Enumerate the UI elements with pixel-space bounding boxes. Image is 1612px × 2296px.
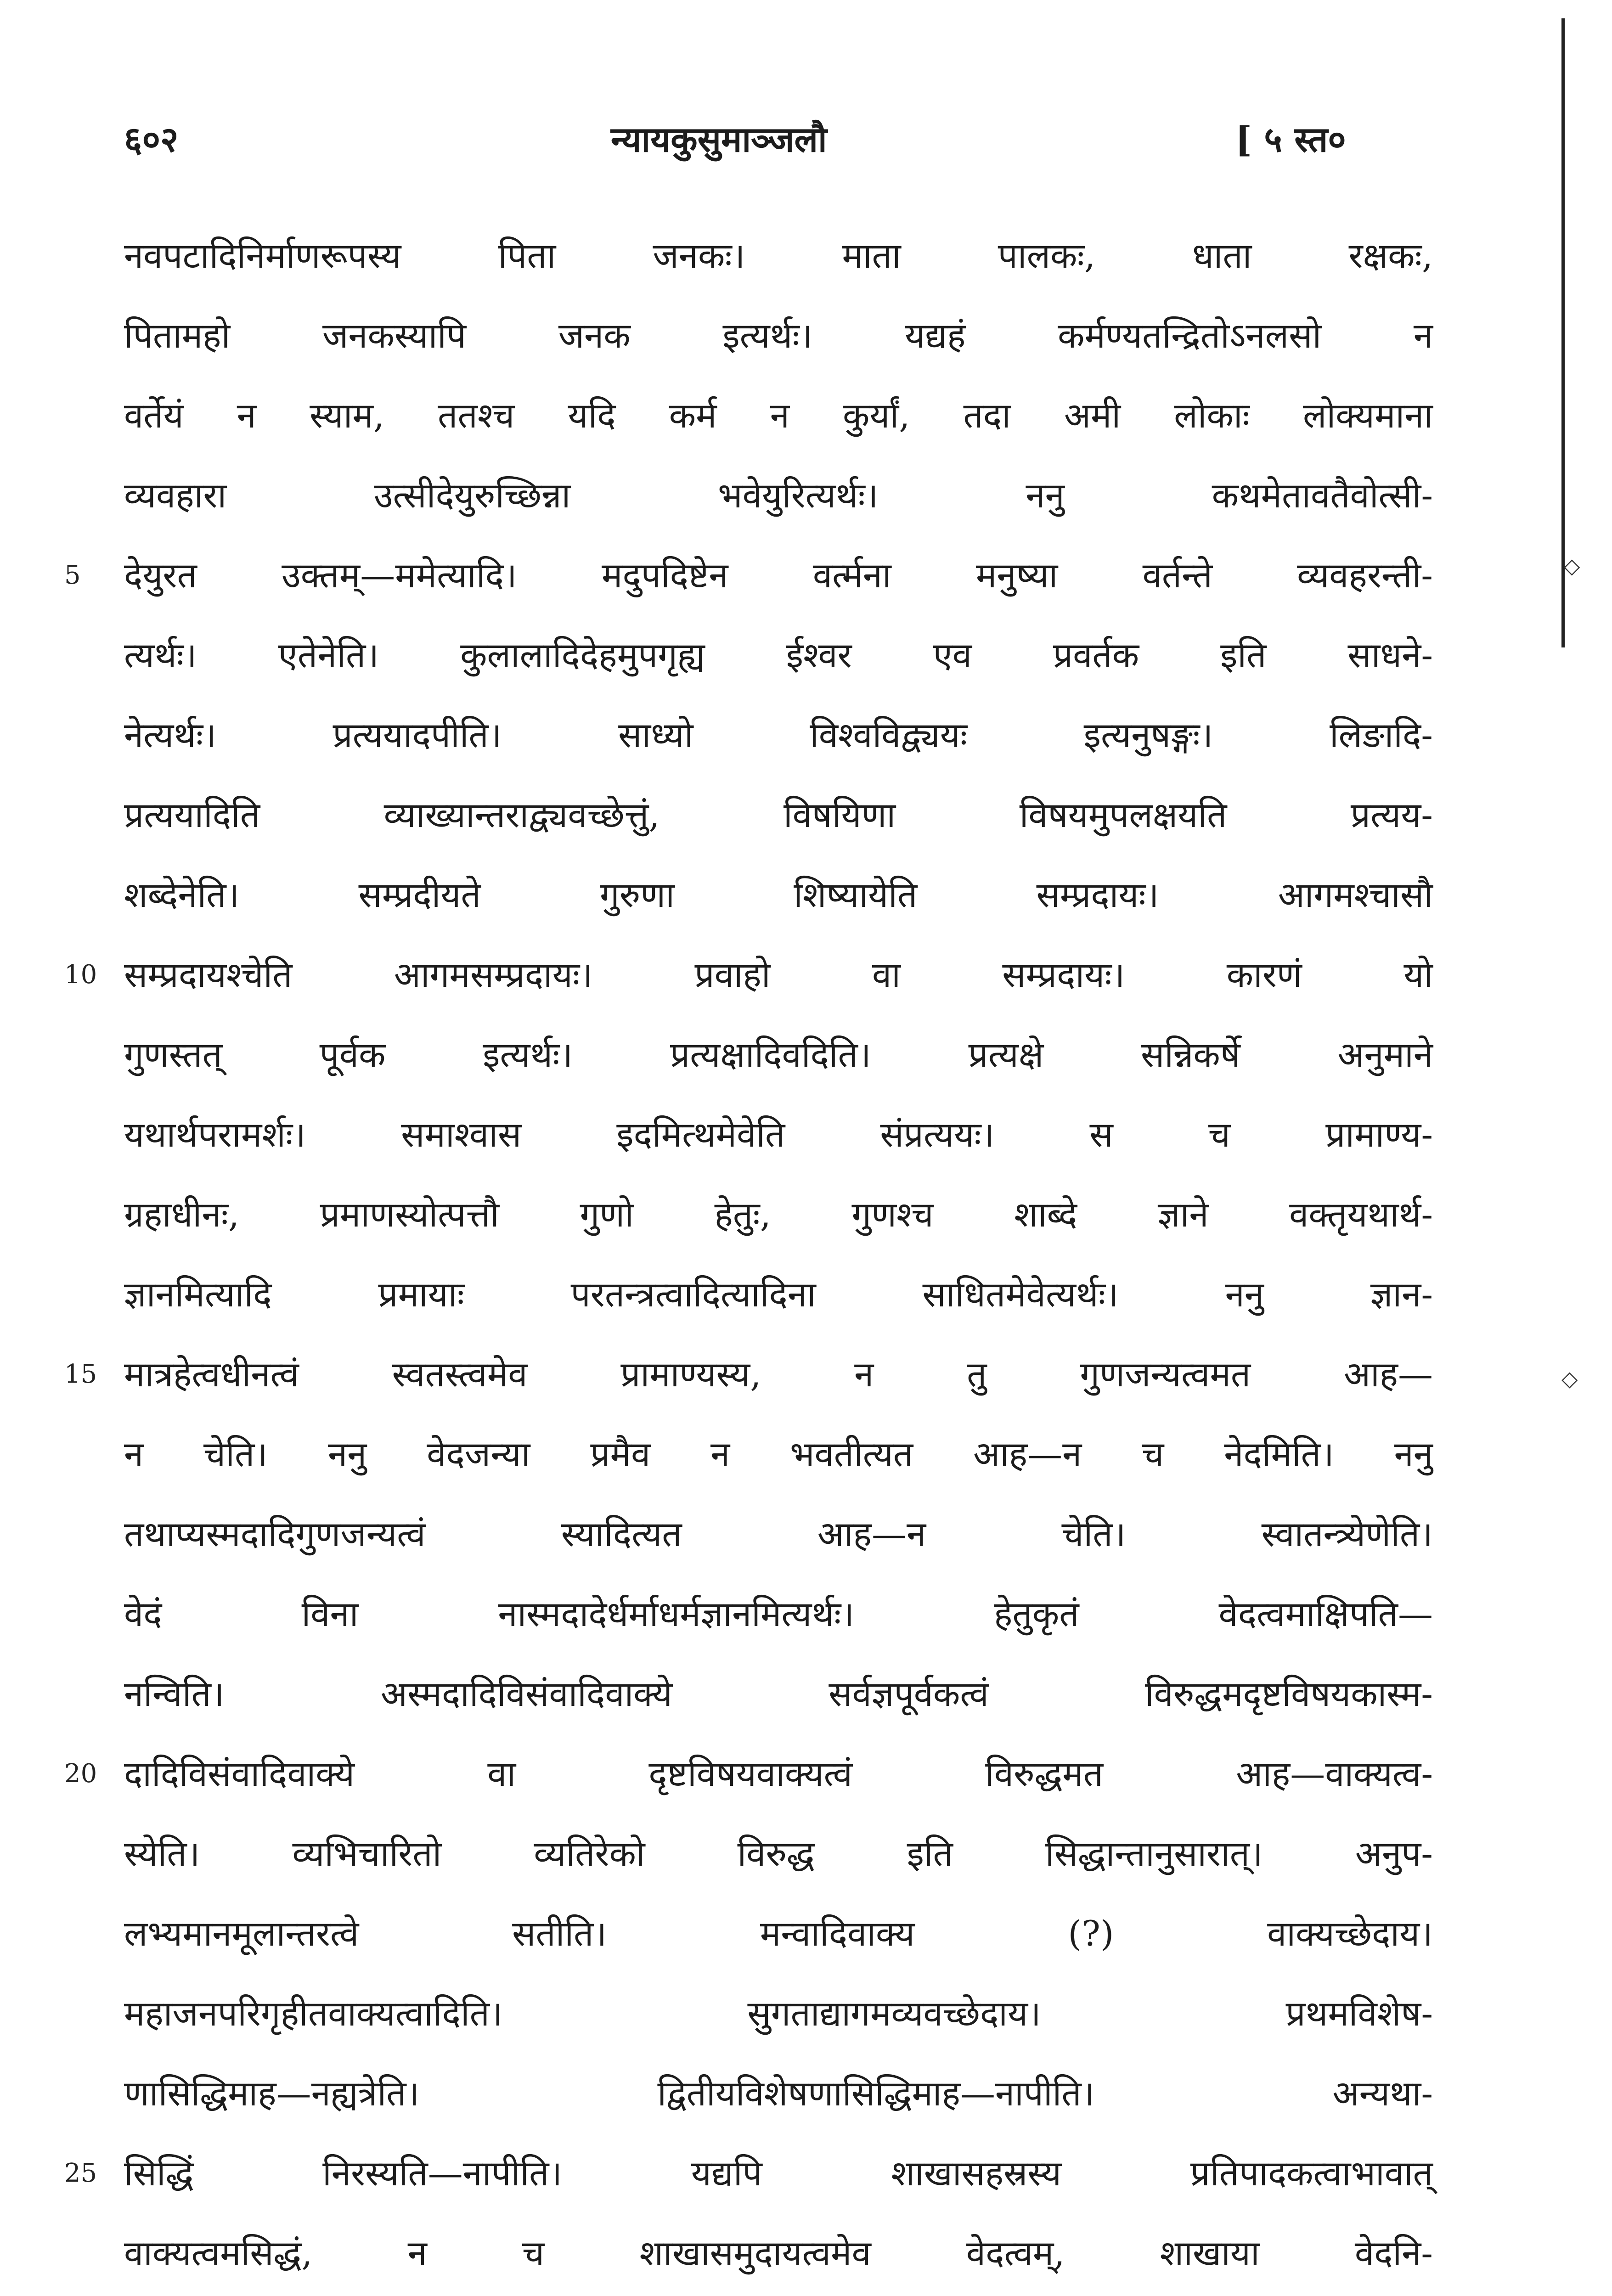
text-line: [124, 1894, 1433, 1974]
line-number: 10: [64, 960, 97, 990]
text-line: [124, 2054, 1433, 2133]
line-text: नन्विति। अस्मदादिविसंवादिवाक्ये सर्वज्ञपूर्वकत्वं विरुद्धमदृष्टविषयकास्म-: [124, 1673, 1433, 1714]
line-number: 15: [64, 1359, 97, 1389]
line-text: लभ्यमानमूलान्तरत्वे सतीति। मन्वादिवाक्य (?) वाक्यच्छेदाय।: [124, 1913, 1433, 1954]
line-number: 5: [64, 560, 81, 590]
margin-mark-icon: ◇: [1564, 553, 1580, 578]
line-text: वाक्यत्वमसिद्धं, न च शाखासमुदायत्वमेव वेदत्वम्, शाखाया वेदनि-: [124, 2233, 1433, 2273]
page-number: ६०२: [124, 119, 179, 160]
line-number: 25: [64, 2158, 97, 2188]
text-line: [64, 935, 1433, 1015]
text-line: [124, 1015, 1433, 1095]
line-text: शब्देनेति। सम्प्रदीयते गुरुणा शिष्यायेति सम्प्रदायः। आगमश्चासौ: [124, 874, 1433, 915]
text-line: [124, 775, 1433, 855]
text-line: [124, 1175, 1433, 1255]
text-line: [124, 2213, 1433, 2293]
text-line: [124, 1095, 1433, 1175]
text-line: [64, 1334, 1433, 1414]
commentary-text: [64, 216, 1433, 2296]
text-line: [124, 1494, 1433, 1574]
text-line: [124, 216, 1433, 296]
text-line: [124, 695, 1433, 775]
line-text: स्येति। व्यभिचारितो व्यतिरेको विरुद्ध इति सिद्धान्तानुसारात्। अनुप-: [124, 1833, 1433, 1874]
text-line: [124, 1974, 1433, 2054]
margin-mark-icon: ◇: [1561, 1366, 1578, 1391]
line-text: न चेति। ननु वेदजन्या प्रमैव न भवतीत्यत आह—न च नेदमिति। ननु: [124, 1434, 1433, 1474]
line-text: सम्प्रदायश्चेति आगमसम्प्रदायः। प्रवाहो वा सम्प्रदायः। कारणं यो: [124, 954, 1433, 995]
line-text: पितामहो जनकस्यापि जनक इत्यर्थः। यद्यहं कर्मण्यतन्द्रितोऽनलसो न: [124, 315, 1433, 356]
line-text: प्रत्ययादिति व्याख्यान्तराद्व्यवच्छेत्तुं, विषयिणा विषयमुपलक्षयति प्रत्यय-: [124, 794, 1433, 835]
line-text: ज्ञानमित्यादि प्रमायाः परतन्त्रत्वादित्यादिना साधितमेवेत्यर्थः। ननु ज्ञान-: [124, 1274, 1433, 1315]
text-line: [124, 2293, 1433, 2296]
text-line: [64, 1734, 1433, 1814]
line-text: नेत्यर्थः। प्रत्ययादपीति। साध्यो विश्वविद्व्ययः इत्यनुषङ्गः। लिङादि-: [124, 715, 1433, 755]
text-line: [124, 1414, 1433, 1494]
text-line: [124, 1814, 1433, 1894]
text-line: [124, 1574, 1433, 1654]
line-text: दादिविसंवादिवाक्ये वा दृष्टविषयवाक्यत्वं विरुद्धमत आह—वाक्यत्व-: [124, 1753, 1433, 1794]
line-text: सिद्धिं निरस्यति—नापीति। यद्यपि शाखासहस्रस्य प्रतिपादकत्वाभावात्: [124, 2153, 1433, 2194]
line-text: व्यवहारा उत्सीदेयुरुच्छिन्ना भवेयुरित्यर्थः। ननु कथमेतावतैवोत्सी-: [124, 475, 1433, 516]
text-line: [124, 855, 1433, 935]
text-line: [64, 535, 1433, 615]
text-line: [64, 2133, 1433, 2213]
text-line: [124, 1654, 1433, 1734]
line-text: वेदं विना नास्मदादेर्धर्माधर्मज्ञानमित्यर्थः। हेतुकृतं वेदत्वमाक्षिपति—: [124, 1593, 1433, 1634]
line-text: वर्तेयं न स्याम, ततश्च यदि कर्म न कुर्यां, तदा अमी लोकाः लोक्यमाना: [124, 395, 1433, 436]
text-line: [124, 1255, 1433, 1334]
line-text: नवपटादिनिर्माणरूपस्य पिता जनकः। माता पालकः, धाता रक्षकः,: [124, 235, 1433, 276]
line-text: तथाप्यस्मदादिगुणजन्यत्वं स्यादित्यत आह—न चेति। स्वातन्त्र्येणेति।: [124, 1514, 1433, 1554]
line-text: मात्रहेत्वधीनत्वं स्वतस्त्वमेव प्रामाण्यस्य, न तु गुणजन्यत्वमत आह—: [124, 1354, 1433, 1395]
line-text: त्यर्थः। एतेनेति। कुलालादिदेहमुपगृह्य ईश्वर एव प्रवर्तक इति साधने-: [124, 635, 1433, 675]
text-line: [124, 615, 1433, 695]
text-line: [124, 296, 1433, 376]
line-text: यथार्थपरामर्शः। समाश्वास इदमित्थमेवेति संप्रत्ययः। स च प्रामाण्य-: [124, 1114, 1433, 1155]
running-title: न्यायकुसुमाञ्जलौ: [611, 119, 827, 160]
line-number: 20: [64, 1759, 97, 1789]
section-marker: [ ५ स्त०: [1235, 119, 1346, 160]
line-text: गुणस्तत् पूर्वक इत्यर्थः। प्रत्यक्षादिवदिति। प्रत्यक्षे सन्निकर्षे अनुमाने: [124, 1034, 1433, 1075]
line-text: ग्रहाधीनः, प्रमाणस्योत्पत्तौ गुणो हेतुः, गुणश्च शाब्दे ज्ञाने वक्तृयथार्थ-: [124, 1194, 1433, 1235]
line-text: णासिद्धिमाह—नह्यत्रेति। द्वितीयविशेषणासिद्धिमाह—नापीति। अन्यथा-: [124, 2073, 1433, 2114]
line-text: महाजनपरिगृहीतवाक्यत्वादिति। सुगताद्यागमव्यवच्छेदाय। प्रथमविशेष-: [124, 1993, 1433, 2034]
text-line: [124, 376, 1433, 456]
line-text: देयुरत उक्तम्—ममेत्यादि। मदुपदिष्टेन वर्त्मना मनुष्या वर्तन्ते व्यवहरन्ती-: [124, 555, 1433, 596]
text-line: [124, 456, 1433, 535]
